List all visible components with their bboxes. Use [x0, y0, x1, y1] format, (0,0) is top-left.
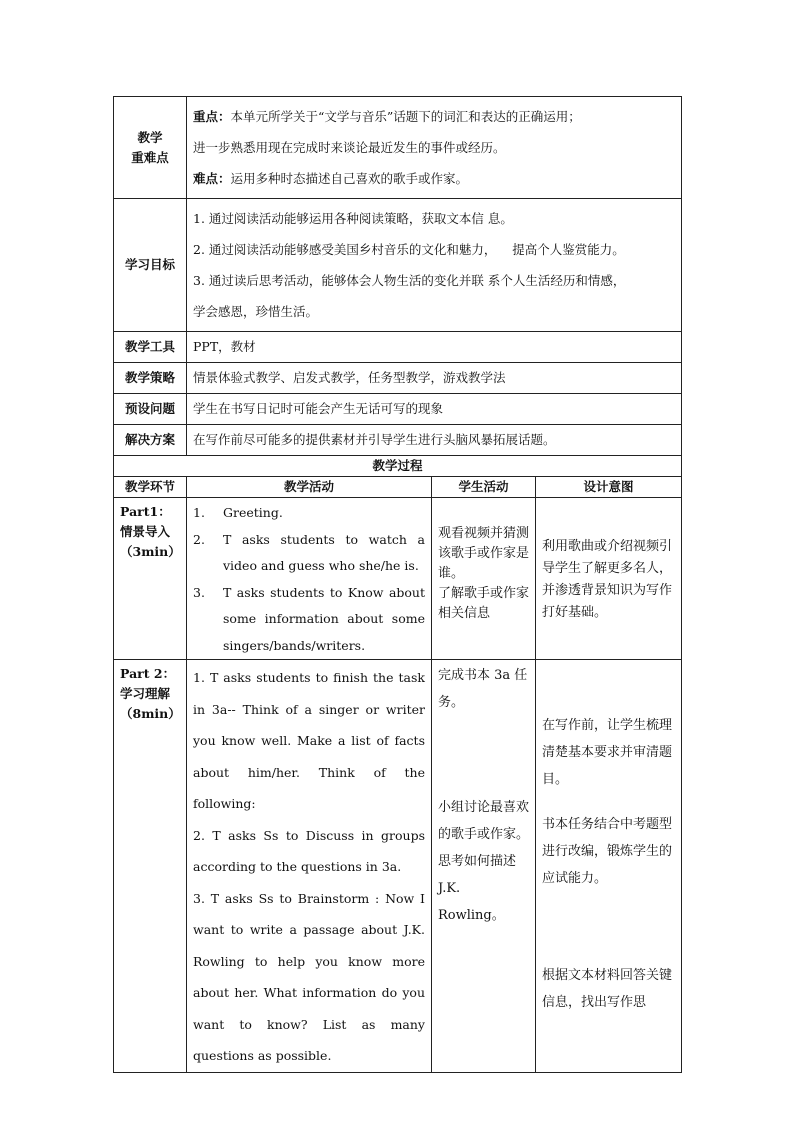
part2-activities: [187, 660, 432, 1073]
solution-row: [114, 425, 682, 456]
hard-text: 运用多种时态描述自己喜欢的歌手或作家。: [230, 171, 469, 186]
strategy-text: 情景体验式教学、启发式教学，任务型教学，游戏教学法: [187, 363, 682, 394]
header-stage: 教学环节: [114, 477, 187, 498]
list-item: 3. T asks Ss to Brainstorm : Now I want to write a passage about J.K. Rowling to help you know more about her. What information do you want to know? List as many questions as possible.: [193, 890, 425, 1063]
lesson-plan-table: [113, 96, 682, 1073]
list-item: 3. T asks students to Know about some information about some singers/bands/writers.: [193, 584, 425, 653]
part1-activities: [187, 498, 432, 660]
part2-label: Part 2： 学习理解 （8min）: [114, 660, 187, 1073]
strategy-label: 教学策略: [114, 363, 187, 394]
hard-prefix: 难点：: [193, 171, 231, 186]
difficulty-content: [187, 97, 682, 199]
part2-design: 在写作前，让学生梳理清楚基本要求并审清题目。 书本任务结合中考题型进行改编，锻炼学生的应试能力。 根据文本材料回答关键信息，找出写作思: [536, 660, 682, 1073]
header-activity: 教学活动: [187, 477, 432, 498]
part1-label: Part1： 情景导入 （3min）: [114, 498, 187, 660]
goals-content: [187, 199, 682, 332]
strategy-row: [114, 363, 682, 394]
list-item: 1. T asks students to finish the task in 3a-- Think of a singer or writer you know well. Make a list of facts about him/her. Think of the following:: [193, 670, 425, 811]
goal-item: 3. 通过读后思考活动，能够体会人物生活的变化并联 系个人生活经历和情感，: [193, 273, 626, 288]
process-title-row: [114, 456, 682, 477]
list-item: 2. T asks Ss to Discuss in groups according to the questions in 3a.: [193, 827, 425, 874]
part1-row: [114, 498, 682, 660]
list-item: 1. Greeting.: [193, 505, 283, 520]
header-student: 学生活动: [432, 477, 536, 498]
part2-row: [114, 660, 682, 1073]
solution-label: 解决方案: [114, 425, 187, 456]
part1-design: 利用歌曲或介绍视频引导学生了解更多名人，并渗透背景知识为写作打好基础。: [536, 498, 682, 660]
key-prefix: 重点：: [193, 109, 231, 124]
part2-student: 完成书本 3a 任务。 小组讨论最喜欢的歌手或作家。 思考如何描述 J.K. Rowling。: [432, 660, 536, 1073]
process-header-row: [114, 477, 682, 498]
goal-item: 学会感恩，珍惜生活。: [193, 304, 319, 319]
problem-text: 学生在书写日记时可能会产生无话可写的现象: [187, 394, 682, 425]
goal-item: 1. 通过阅读活动能够运用各种阅读策略，获取文本信 息。: [193, 211, 513, 226]
problem-label: 预设问题: [114, 394, 187, 425]
part1-student: 观看视频并猜测该歌手或作家是谁。 了解歌手或作家相关信息: [432, 498, 536, 660]
key-text: 本单元所学关于“文学与音乐”话题下的词汇和表达的正确运用；: [230, 109, 581, 124]
difficulty-row: [114, 97, 682, 199]
tools-label: 教学工具: [114, 332, 187, 363]
goals-label: 学习目标: [114, 199, 187, 332]
process-title: 教学过程: [114, 456, 682, 477]
tools-text: PPT，教材: [187, 332, 682, 363]
difficulty-line2: 进一步熟悉用现在完成时来谈论最近发生的事件或经历。: [193, 140, 506, 155]
goals-row: [114, 199, 682, 332]
tools-row: [114, 332, 682, 363]
header-design: 设计意图: [536, 477, 682, 498]
list-item: 2. T asks students to watch a video and guess who she/he is.: [193, 531, 425, 573]
solution-text: 在写作前尽可能多的提供素材并引导学生进行头脑风暴拓展话题。: [187, 425, 682, 456]
goal-item: 2. 通过阅读活动能够感受美国乡村音乐的文化和魅力， 提高个人鉴赏能力。: [193, 242, 625, 257]
difficulty-label: 教学 重难点: [114, 97, 187, 199]
problem-row: [114, 394, 682, 425]
